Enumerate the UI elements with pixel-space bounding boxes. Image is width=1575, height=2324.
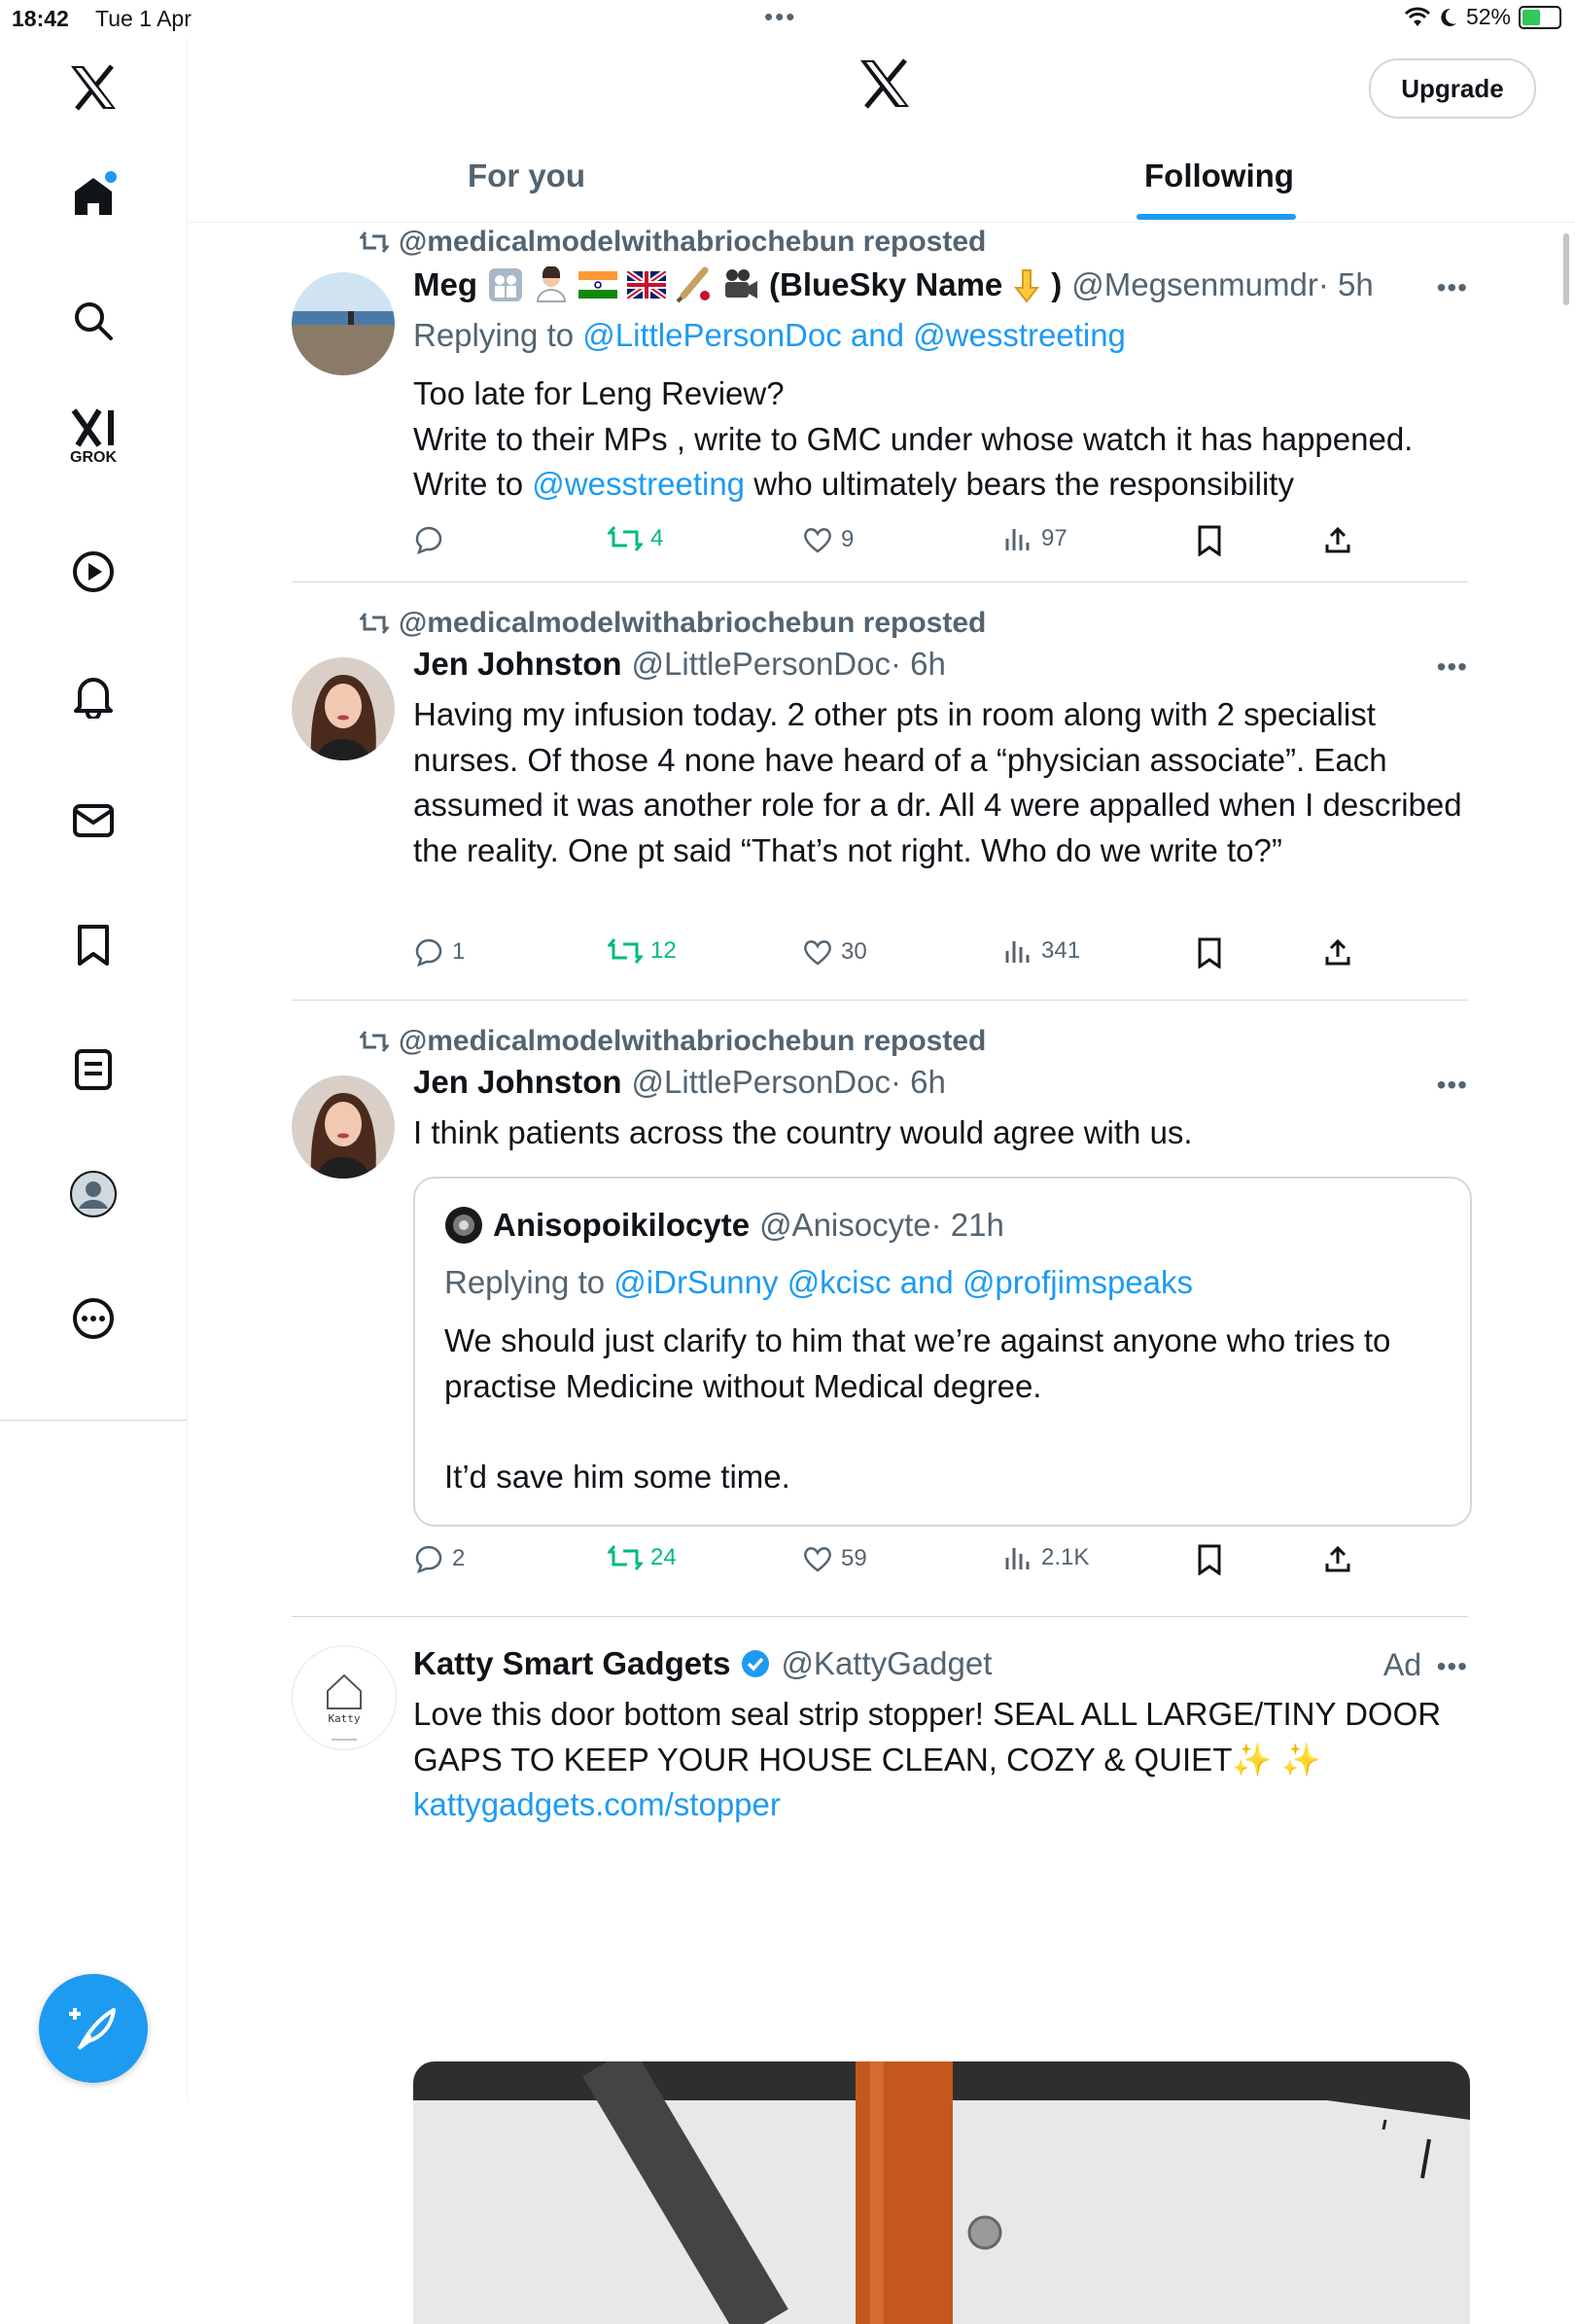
notifications-bell-icon[interactable] (54, 657, 132, 735)
share-icon (1323, 525, 1352, 554)
heart-icon (802, 937, 833, 967)
post-more-icon[interactable]: ••• (1436, 1070, 1468, 1100)
status-date: Tue 1 Apr (95, 6, 192, 31)
repost-button[interactable]: 4 (608, 525, 663, 552)
heart-icon (802, 1544, 833, 1573)
repost-button[interactable]: 24 (608, 1544, 677, 1571)
share-button[interactable] (1323, 1544, 1352, 1573)
reply-icon (413, 1544, 444, 1573)
author-handle[interactable]: @LittlePersonDoc (631, 1064, 891, 1100)
post-author-row (413, 266, 1374, 303)
repost-icon (360, 1030, 389, 1053)
repost-by-text: @medicalmodelwithabriochebun reposted (399, 1025, 987, 1057)
repost-by-text: @medicalmodelwithabriochebun reposted (399, 226, 987, 258)
quote-author-handle[interactable]: @Anisocyte (759, 1207, 931, 1243)
sparkles-emoji-icon: ✨ ✨ (1232, 1741, 1321, 1778)
wifi-icon (1404, 7, 1431, 28)
author-name[interactable]: Jen Johnston (413, 1064, 622, 1100)
scrollbar[interactable] (1563, 233, 1569, 305)
quoted-post[interactable] (413, 1177, 1472, 1527)
quote-post-time: · 21h (930, 1207, 1004, 1243)
profile-avatar-icon[interactable] (54, 1155, 132, 1233)
bookmark-icon (1197, 525, 1222, 556)
post-text: I think patients across the country would agree with us. (413, 1114, 1193, 1150)
video-play-icon[interactable] (54, 533, 132, 611)
post-actions (413, 1544, 1376, 1583)
share-icon (1323, 937, 1352, 967)
mention-link[interactable]: @LittlePersonDoc (582, 317, 842, 353)
lists-icon[interactable] (54, 1031, 132, 1109)
author-name-suffix: (BlueSky Name (769, 266, 1003, 302)
verified-badge-icon (740, 1648, 771, 1679)
mention-link[interactable]: @wesstreeting (913, 317, 1126, 353)
share-button[interactable] (1323, 525, 1352, 554)
reply-button[interactable]: 2 (413, 1544, 465, 1573)
repost-icon (360, 230, 389, 254)
post-text: Love this door bottom seal strip stopper! SEAL ALL LARGE/TINY DOOR GAPS TO KEEP YOUR HOUSE CLEAN, COZY & QUIET✨ ✨ kattygadgets.com/stopper (413, 1696, 1451, 1822)
repost-icon (360, 612, 389, 635)
ad-label: Ad (1382, 1647, 1421, 1682)
compose-feather-icon (67, 2002, 120, 2055)
post-divider (292, 1000, 1468, 1001)
mention-link[interactable]: @kcisc (787, 1264, 892, 1300)
home-icon[interactable] (54, 158, 132, 235)
bookmark-icon (1197, 1544, 1222, 1575)
bookmarks-icon[interactable] (54, 906, 132, 984)
active-tab-indicator (1137, 214, 1296, 220)
battery-icon (1519, 6, 1561, 29)
post-more-icon[interactable]: ••• (1436, 651, 1468, 682)
sidebar-divider (0, 1420, 187, 1421)
tab-following[interactable]: Following (1144, 158, 1294, 194)
post-time: · 5h (1317, 266, 1374, 302)
repost-icon (608, 937, 643, 965)
avatar[interactable] (292, 1075, 395, 1179)
author-name[interactable]: Jen Johnston (413, 646, 622, 682)
ad-media[interactable] (413, 2061, 1470, 2324)
views-chart-icon (1004, 937, 1033, 965)
family-emoji-icon (487, 266, 524, 303)
author-name[interactable]: Meg (413, 266, 477, 302)
uk-flag-icon (627, 271, 666, 299)
bookmark-button[interactable] (1197, 525, 1222, 556)
views-button[interactable]: 2.1K (1004, 1544, 1089, 1571)
mention-link[interactable]: @iDrSunny (613, 1264, 779, 1300)
more-options-icon[interactable] (54, 1280, 132, 1357)
ad-link[interactable]: kattygadgets.com/stopper (413, 1786, 781, 1822)
repost-icon (608, 525, 643, 552)
quote-author-name[interactable]: Anisopoikilocyte (493, 1207, 751, 1243)
repost-icon (608, 1544, 643, 1571)
views-button[interactable]: 97 (1004, 525, 1068, 552)
post-divider (292, 581, 1468, 582)
compose-post-button[interactable] (39, 1974, 148, 2083)
like-button[interactable]: 30 (802, 937, 867, 967)
reply-button[interactable] (413, 525, 452, 554)
x-logo-center-icon (858, 58, 911, 114)
repost-indicator (360, 607, 986, 640)
sidebar (0, 39, 188, 2100)
replying-to: Replying to @LittlePersonDoc and @wesstreeting (413, 317, 1126, 353)
author-name-close: ) (1051, 266, 1063, 302)
grok-label: GROK (70, 449, 117, 466)
post-actions (413, 525, 1376, 564)
brand-logo-text: Katty (328, 1712, 361, 1725)
battery-percent: 52% (1465, 4, 1511, 29)
bookmark-icon (1197, 937, 1222, 968)
post-text: Having my infusion today. 2 other pts in room along with 2 specialist nurses. Of those 4 none have heard of a “physician associate”. Each assumed it was another role for a dr. All 4 were appalled when I described the reality. One pt said “That’s not right. Who do we write to?” (413, 696, 1471, 868)
repost-indicator (360, 1025, 986, 1058)
views-button[interactable]: 341 (1004, 937, 1080, 965)
india-flag-icon (578, 271, 617, 299)
post-more-icon[interactable]: ••• (1436, 272, 1468, 302)
avatar[interactable] (292, 272, 395, 375)
home-notification-dot (105, 171, 117, 183)
status-time: 18:42 (12, 6, 69, 31)
repost-button[interactable]: 12 (608, 937, 677, 965)
cricket-emoji-icon (676, 266, 713, 303)
bookmark-button[interactable] (1197, 937, 1222, 968)
status-bar (0, 0, 1575, 39)
doctor-emoji-icon (534, 266, 569, 303)
quote-replying-to: Replying to @iDrSunny @kcisc and @profjimspeaks (444, 1264, 1194, 1300)
movie-camera-emoji-icon (722, 266, 759, 303)
pointing-down-emoji-icon (1012, 266, 1041, 303)
like-button[interactable]: 59 (802, 1544, 867, 1573)
post-actions (413, 937, 1376, 976)
quote-author-row (444, 1206, 1004, 1245)
grok-icon[interactable] (54, 399, 132, 476)
post-time: · 6h (890, 1064, 946, 1100)
multitasking-dots-icon[interactable]: ••• (764, 2, 797, 31)
author-handle[interactable]: @LittlePersonDoc (631, 646, 891, 682)
share-icon (1323, 1544, 1352, 1573)
avatar[interactable] (292, 1645, 397, 1750)
status-right (1404, 4, 1561, 30)
moon-icon (1439, 7, 1458, 28)
author-name[interactable]: Katty Smart Gadgets (413, 1645, 731, 1681)
repost-indicator (360, 226, 986, 259)
post-author-row (413, 1645, 992, 1682)
reply-icon (413, 525, 444, 554)
tab-for-you[interactable]: For you (468, 158, 585, 194)
post-divider (292, 1616, 1468, 1617)
mention-link[interactable]: @wesstreeting (532, 466, 746, 502)
search-icon[interactable] (54, 282, 132, 360)
upgrade-button[interactable]: Upgrade (1369, 58, 1536, 119)
views-chart-icon (1004, 1544, 1033, 1571)
author-handle[interactable]: @KattyGadget (781, 1645, 993, 1681)
views-chart-icon (1004, 525, 1033, 552)
timeline-header (188, 39, 1575, 223)
post-time: · 6h (890, 646, 946, 682)
reply-button[interactable]: 1 (413, 937, 465, 967)
mention-link[interactable]: @profjimspeaks (962, 1264, 1194, 1300)
x-logo-icon[interactable] (54, 49, 132, 126)
reply-icon (413, 937, 444, 967)
heart-icon (802, 525, 833, 554)
bookmark-button[interactable] (1197, 1544, 1222, 1575)
post-author-row (413, 1064, 946, 1101)
avatar[interactable] (292, 657, 395, 760)
share-button[interactable] (1323, 937, 1352, 967)
post-author-row (413, 646, 946, 683)
post-text: Too late for Leng Review? Write to their MPs , write to GMC under whose watch it has happened. Write to @wesstreeting who ultimately bears the responsibility (413, 375, 1414, 502)
author-handle[interactable]: @Megsenmumdr (1071, 266, 1318, 302)
quote-avatar[interactable] (444, 1206, 483, 1245)
quote-text: We should just clarify to him that we’re against anyone who tries to practise Medicine without Medical degree. It’d save him some time. (444, 1322, 1391, 1495)
repost-by-text: @medicalmodelwithabriochebun reposted (399, 607, 987, 639)
like-button[interactable]: 9 (802, 525, 854, 554)
post-more-icon[interactable]: ••• (1436, 1651, 1468, 1681)
messages-envelope-icon[interactable] (54, 782, 132, 860)
